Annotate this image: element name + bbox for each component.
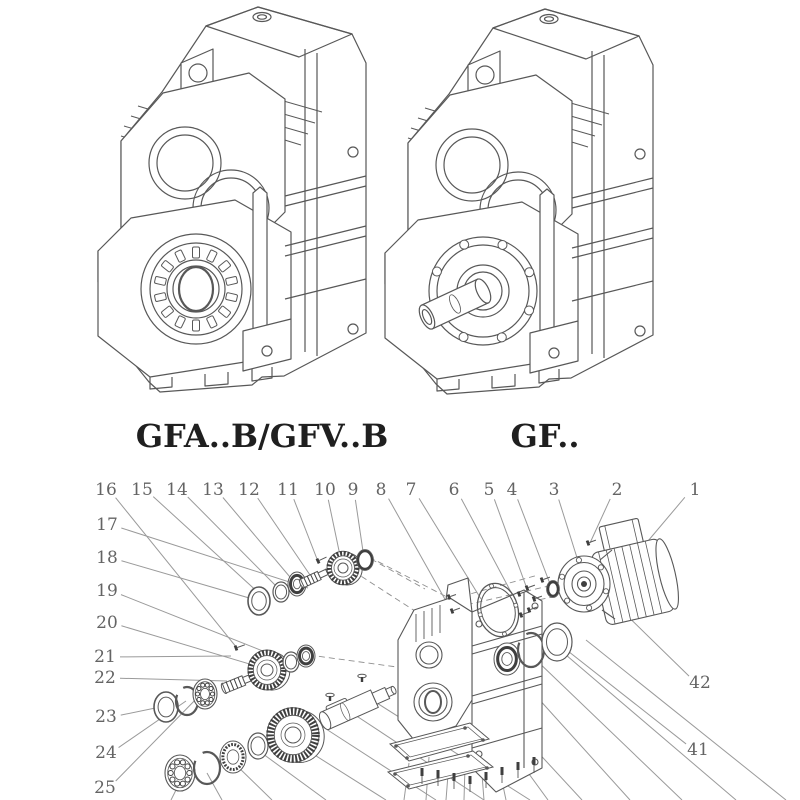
machine-part-screw (316, 555, 328, 564)
leader-line-18 (121, 561, 256, 600)
machine-part-sealDark (220, 741, 246, 773)
bolt-stud (453, 773, 456, 781)
assembly-axis (353, 571, 415, 611)
bolt-stud (517, 762, 520, 770)
leader-line-15 (153, 497, 262, 596)
part-callout-22: 22 (94, 668, 116, 688)
part-callout-15: 15 (131, 480, 153, 500)
motor-flange-bolt (587, 605, 592, 610)
part-callout-14: 14 (166, 480, 188, 500)
leader-line-12 (258, 498, 310, 575)
part-callout-23: 23 (95, 707, 117, 727)
leader-line-9 (355, 500, 364, 558)
bearing-cage-block (193, 247, 200, 258)
machine-part-bearing (494, 643, 520, 675)
leader-line-8 (389, 499, 451, 610)
part-callout-11: 11 (277, 480, 299, 500)
assembly-axis (309, 655, 397, 667)
motor-flange-bolt (603, 589, 608, 594)
part-callout-21: 21 (94, 647, 116, 667)
leader-line-20 (121, 626, 263, 668)
machine-part-gear (248, 650, 290, 690)
bolt-stud (533, 757, 536, 765)
leader-line-17 (121, 528, 308, 588)
gearbox-drawing-gfab (98, 7, 388, 455)
flange-bolt-hole (460, 240, 469, 249)
part-callout-17: 17 (96, 515, 118, 535)
machine-part-gearBig (267, 708, 324, 763)
part-callout-24: 24 (95, 743, 117, 763)
flange-bolt-hole (525, 306, 534, 315)
part-callout-9: 9 (347, 480, 359, 500)
machine-part-seal (154, 692, 178, 722)
model-label-gfab: GFA..B/GFV..B (135, 417, 389, 455)
flange-bolt-hole (459, 333, 468, 342)
assembly-axis (369, 557, 447, 597)
bolt-stud (485, 772, 488, 780)
part-callout-10: 10 (314, 480, 336, 500)
part-callout-18: 18 (96, 548, 118, 568)
leader-line-cutoff (586, 640, 786, 800)
machine-part-circlip (194, 752, 220, 784)
part-callout-42: 42 (689, 673, 711, 693)
leader-line-1 (648, 497, 685, 541)
motor-flange-bolt (598, 565, 603, 570)
motor-flange-bolt (565, 598, 570, 603)
part-callout-4: 4 (506, 480, 518, 500)
motor-flange-bolt (559, 574, 564, 579)
machine-part-screw (525, 583, 536, 591)
bolt-stud (469, 776, 472, 784)
flange-bolt-hole (525, 268, 534, 277)
machine-part-bearingBalls (165, 755, 195, 791)
machine-part-ringDark (357, 550, 374, 571)
part-callout-3: 3 (548, 480, 560, 500)
machine-part-bearingBalls (193, 679, 217, 709)
part-callout-8: 8 (375, 480, 387, 500)
bolt-stud (501, 767, 504, 775)
model-label-gf: GF.. (510, 417, 580, 455)
part-callout-12: 12 (238, 480, 260, 500)
leader-line-21 (120, 656, 231, 657)
machine-part-shaft (316, 678, 399, 731)
machine-part-bearing (297, 645, 315, 667)
part-callout-20: 20 (96, 613, 118, 633)
bolt-stud (421, 768, 424, 776)
machine-part-seal (248, 587, 270, 615)
part-callout-16: 16 (95, 480, 117, 500)
leader-line-cutoff (533, 657, 682, 800)
cover-gaskets (388, 723, 493, 789)
part-callout-1: 1 (689, 480, 701, 500)
part-callout-7: 7 (405, 480, 417, 500)
part-callout-5: 5 (483, 480, 495, 500)
machine-part-ringDark (547, 581, 560, 598)
gearbox-drawing-gf (385, 9, 653, 455)
motor-flange-bolt (576, 558, 581, 563)
flange-bolt-hole (498, 240, 507, 249)
flange-bolt-hole (432, 267, 441, 276)
machine-part-screw (586, 538, 597, 546)
machine-part-tscrew (326, 693, 334, 701)
motor (558, 513, 683, 626)
part-callout-13: 13 (202, 480, 224, 500)
assembly-axis (371, 559, 425, 589)
machine-part-ring (248, 733, 268, 759)
part-callout-6: 6 (448, 480, 460, 500)
machine-part-tscrew (358, 674, 366, 682)
machine-part-ring (273, 582, 289, 602)
leader-line-4 (518, 499, 552, 589)
part-callout-2: 2 (611, 480, 623, 500)
bolt-stud (437, 770, 440, 778)
part-callout-25: 25 (94, 778, 116, 798)
part-callout-41: 41 (687, 740, 709, 760)
bearing-cage-block (193, 320, 200, 331)
leader-line-cutoff (207, 773, 222, 800)
leader-line-11 (294, 499, 317, 559)
leader-line-16 (116, 498, 237, 648)
leader-line-41 (559, 644, 686, 744)
leader-line-cutoff (559, 649, 736, 800)
machine-part-ring (542, 623, 572, 661)
exploded-parts-diagram (94, 480, 786, 800)
part-callout-19: 19 (96, 581, 118, 601)
flange-bolt-hole (497, 333, 506, 342)
